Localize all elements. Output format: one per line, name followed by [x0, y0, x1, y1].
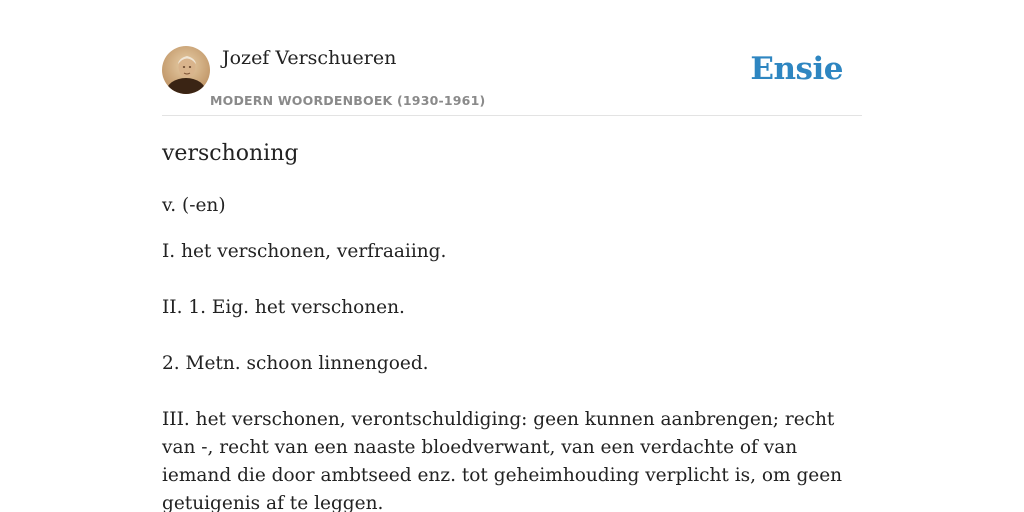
author-name[interactable]: Jozef Verschueren [222, 47, 397, 69]
sense-2-1: II. 1. Eig. het verschonen. [162, 297, 405, 318]
sense-3: III. het verschonen, verontschuldiging: geen kunnen aanbrengen; recht van -, recht van een naaste bloedverwant, van een verdachte of van iemand die door ambtseed enz. tot geheimhouding verplicht is, om geen getuigenis af te leggen. [162, 409, 843, 512]
sense-2-2: 2. Metn. schoon linnengoed. [162, 353, 429, 374]
header-divider [162, 115, 862, 116]
entry-body [162, 192, 862, 512]
source-dictionary[interactable]: MODERN WOORDENBOEK (1930-1961) [210, 93, 486, 108]
grammar-info: v. (-en) [162, 195, 226, 216]
brand-logo[interactable]: Ensie [750, 51, 843, 87]
author-avatar[interactable] [162, 46, 210, 94]
entry-headword: verschoning [162, 141, 299, 166]
author-portrait-icon [162, 46, 210, 94]
sense-1: I. het verschonen, verfraaiing. [162, 241, 447, 262]
